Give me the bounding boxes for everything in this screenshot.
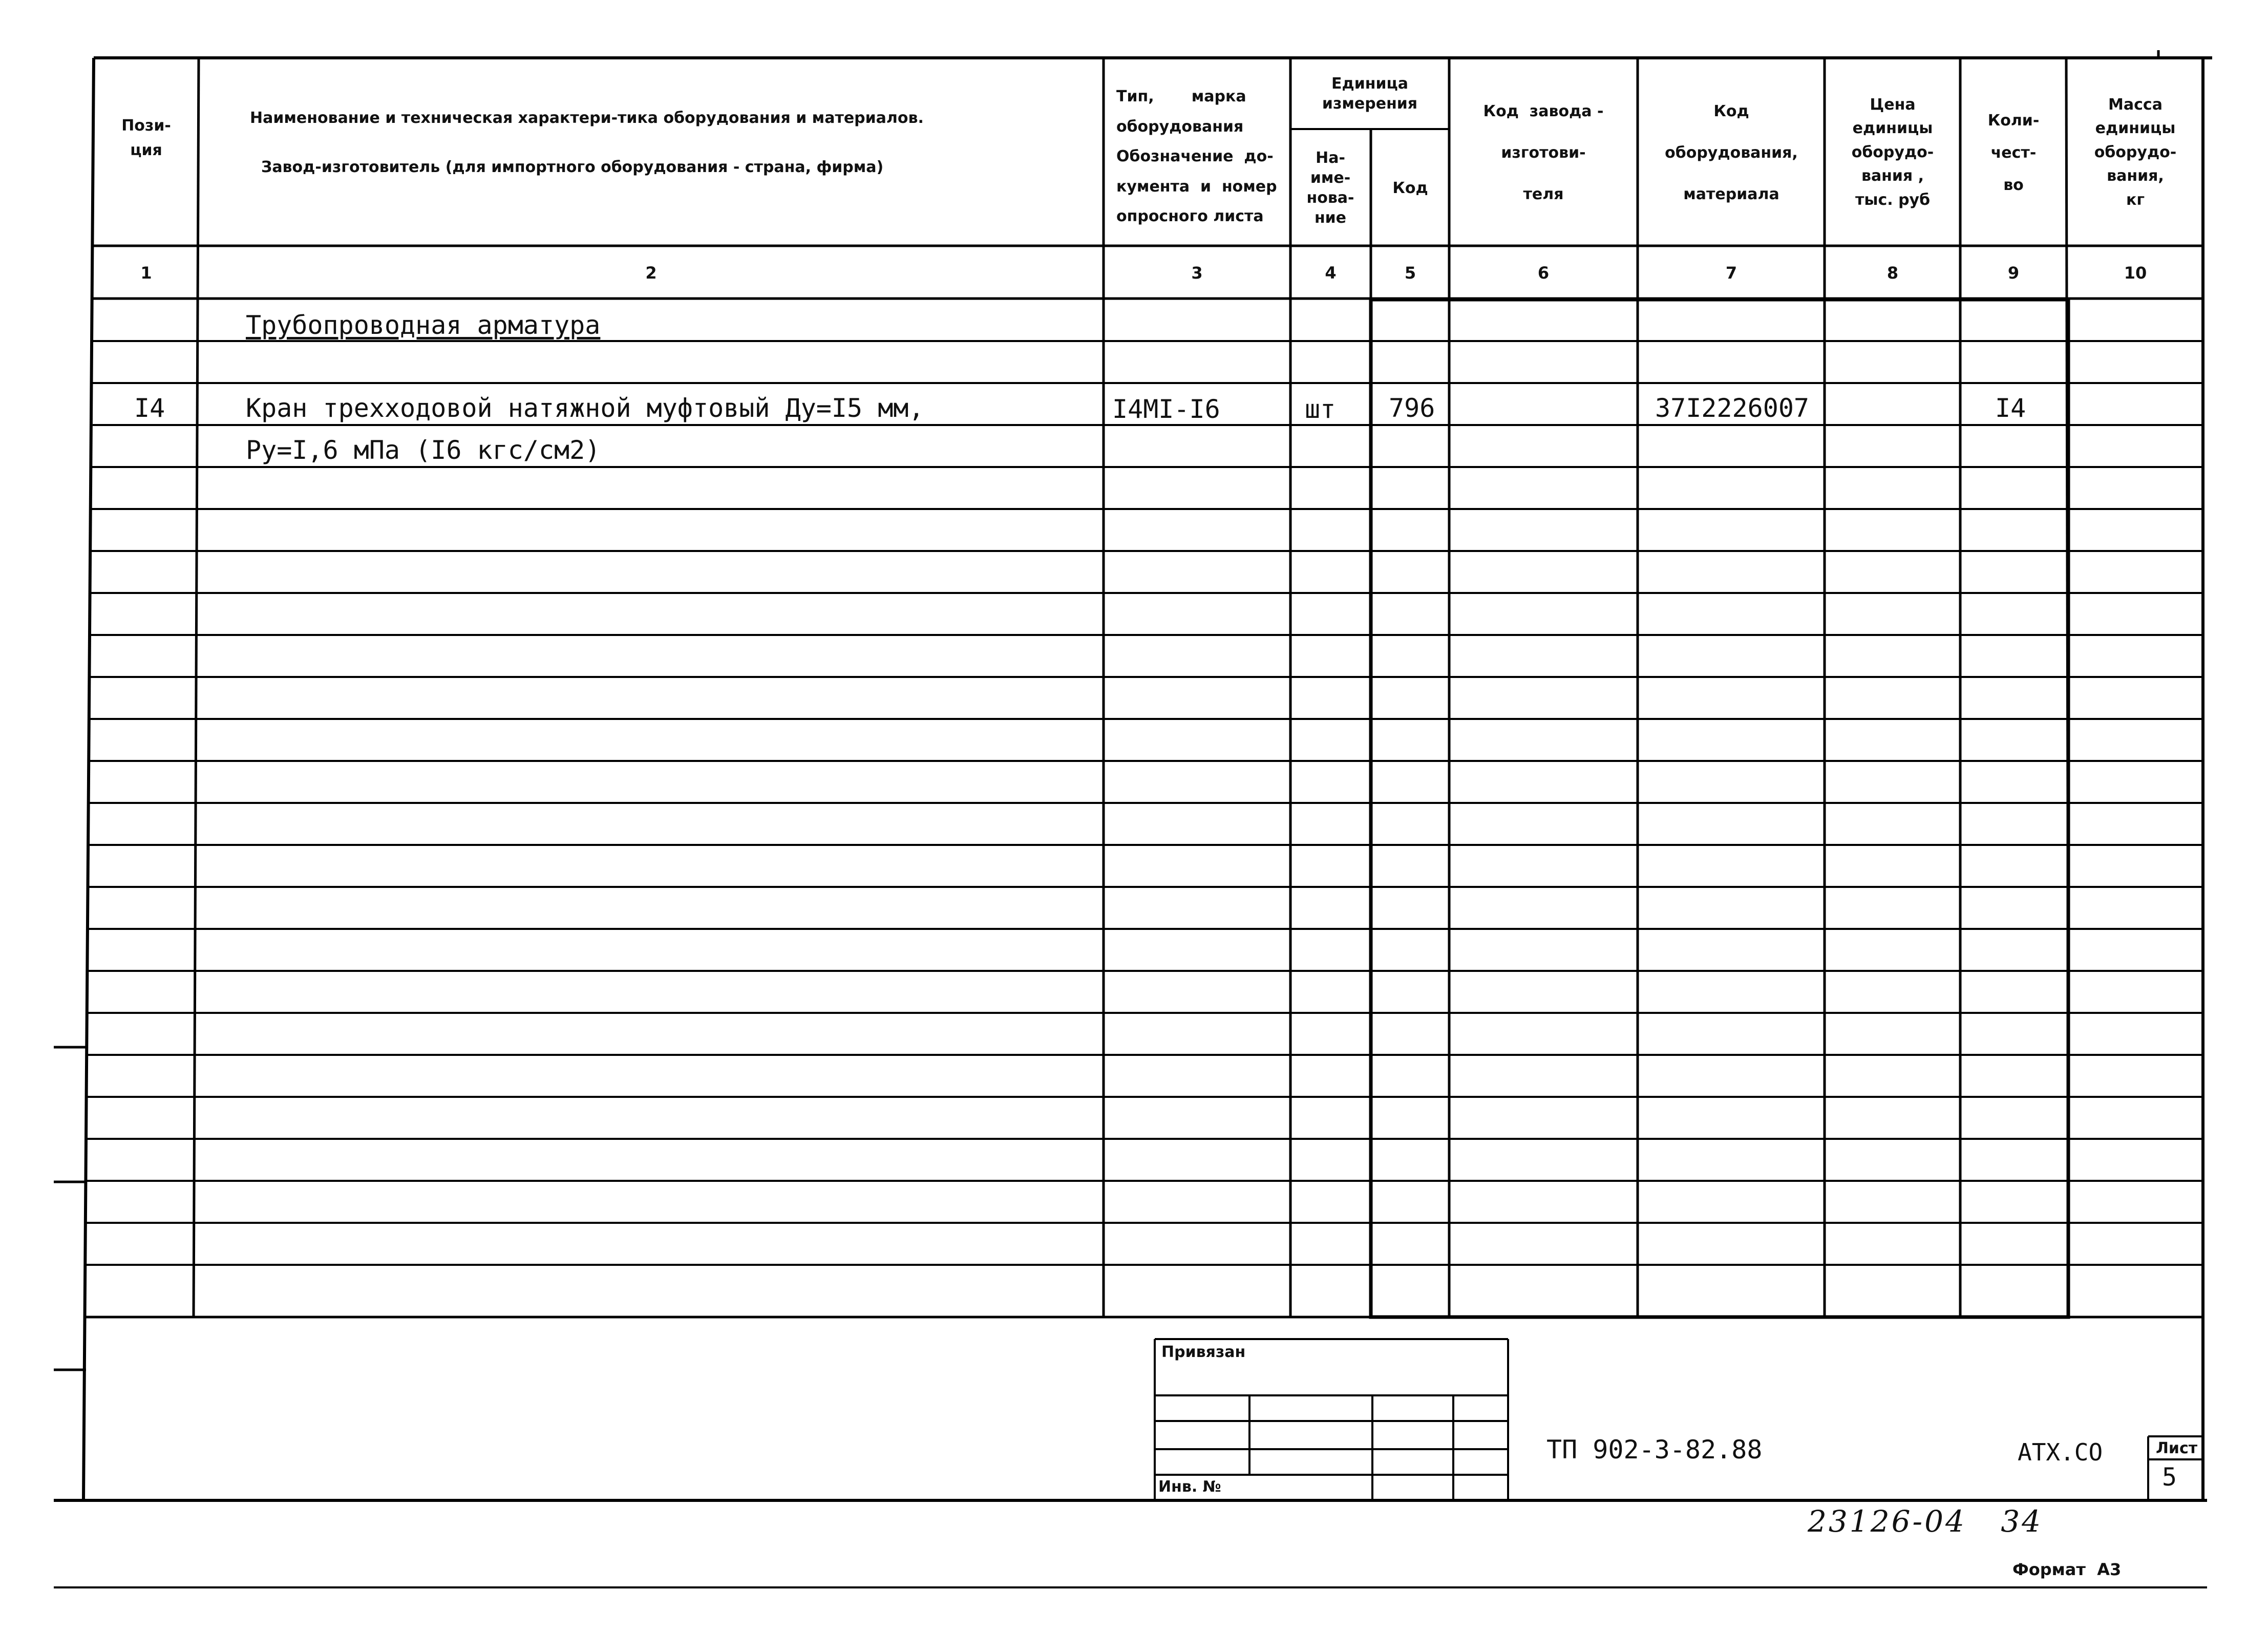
section-title: Трубопроводная арматура xyxy=(246,310,601,340)
header-plant-code xyxy=(1451,60,1636,245)
column-number-9: 9 xyxy=(2007,263,2020,283)
header-price-label: Цена единицы оборудо- вания , тыс. руб xyxy=(1851,95,1934,209)
column-number-6: 6 xyxy=(1537,263,1550,283)
header-position-label: Пози- ция xyxy=(121,117,171,159)
row-equipment-code: 37I2226007 xyxy=(1655,393,1810,423)
header-unit-code xyxy=(1372,132,1448,244)
header-price xyxy=(1826,60,1959,245)
header-plant-code-label: Код завода - изготови- теля xyxy=(1483,102,1604,203)
row-quantity: I4 xyxy=(1995,393,2026,423)
column-number-8: 8 xyxy=(1887,263,1899,283)
stamp-bound-label: Привязан xyxy=(1161,1343,1246,1361)
row-name-line2: Ру=I,6 мПа (I6 кгс/см2) xyxy=(246,435,601,465)
format-label: Формат А3 xyxy=(2012,1560,2122,1579)
header-equipment-code-label: Код оборудования, материала xyxy=(1665,102,1798,203)
column-number-7: 7 xyxy=(1725,263,1737,283)
header-name-line2: Завод-изготовитель (для импортного оборудования - страна, фирма) xyxy=(261,158,884,176)
header-position xyxy=(96,102,196,174)
row-name-line1: Кран трехходовой натяжной муфтовый Ду=I5 мм, xyxy=(246,393,924,423)
header-unit-group xyxy=(1291,60,1448,127)
header-quantity xyxy=(1962,60,2065,245)
column-number-3: 3 xyxy=(1191,263,1203,283)
row-unit-code: 796 xyxy=(1389,393,1435,423)
column-number-1: 1 xyxy=(140,263,152,283)
column-number-2: 2 xyxy=(645,263,657,283)
header-type: Тип, марка оборудования Обозначение до- кумента и номер опросного листа xyxy=(1116,88,1277,225)
header-mass-label: Масса единицы оборудо- вания, кг xyxy=(2094,95,2177,209)
row-position: I4 xyxy=(134,393,165,423)
header-equipment-code xyxy=(1639,60,1824,245)
header-unit-name xyxy=(1291,132,1369,244)
row-type: I4МI-I6 xyxy=(1112,394,1220,424)
stamp-sheet-number: 5 xyxy=(2162,1463,2177,1492)
header-name-line1: Наименование и техническая характери-тика оборудования и материалов. xyxy=(250,109,924,127)
header-mass xyxy=(2069,60,2202,245)
column-number-10: 10 xyxy=(2124,263,2147,283)
stamp-sheet-label: Лист xyxy=(2156,1439,2198,1457)
header-unit-name-label: На- име- нова- ние xyxy=(1306,149,1354,227)
column-number-5: 5 xyxy=(1404,263,1416,283)
header-quantity-label: Коли- чест- во xyxy=(1987,111,2040,194)
row-unit-name: шт xyxy=(1305,394,1336,424)
header-unit-code-label: Код xyxy=(1392,179,1428,197)
stamp-inv-label: Инв. № xyxy=(1158,1478,1221,1496)
stamp-doc-code: ТП 902-3-82.88 xyxy=(1546,1435,1763,1465)
column-number-4: 4 xyxy=(1325,263,1337,283)
header-unit-group-label: Единица измерения xyxy=(1322,75,1418,113)
stamp-doc-mark: АТХ.СО xyxy=(2018,1438,2103,1466)
handwritten-number: 23126-04 34 xyxy=(1808,1504,2043,1539)
